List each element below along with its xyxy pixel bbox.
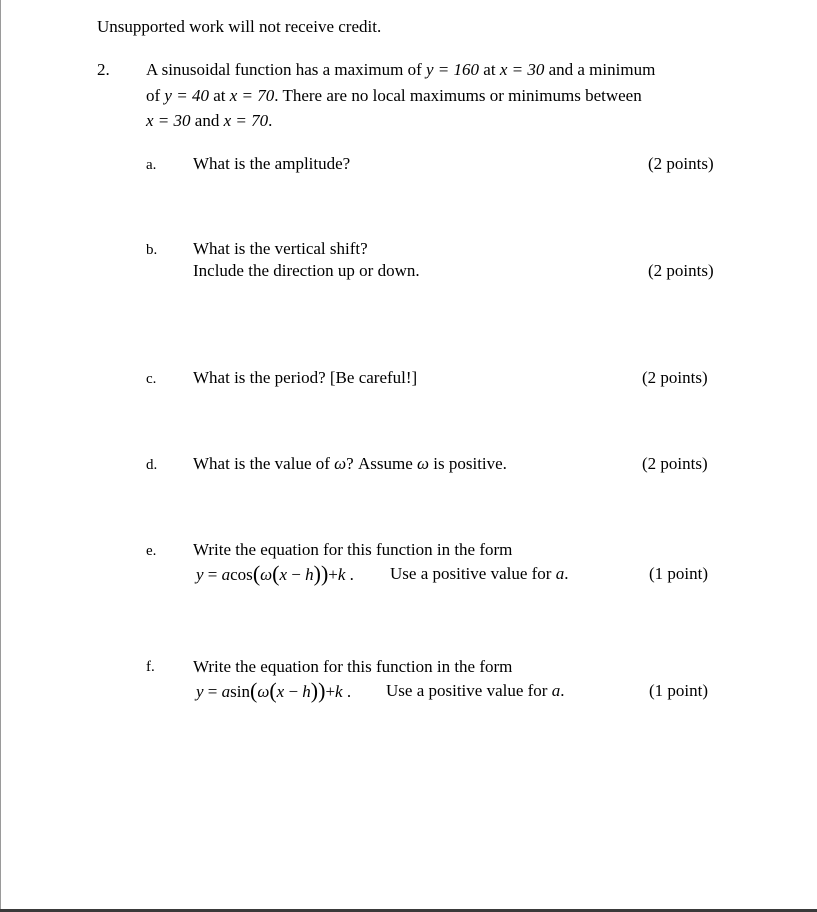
stem-equation: x = 70 [223, 111, 269, 130]
part-f-points: (1 point) [649, 681, 709, 700]
part-c-points: (2 points) [642, 368, 708, 387]
part-e-equation: y = acos(ω(x − h))+k . [196, 561, 354, 586]
stem-text: at [483, 60, 496, 79]
part-e-text: Write the equation for this function in the form [193, 540, 513, 559]
stem-text: at [213, 86, 226, 105]
part-e-points: (1 point) [649, 564, 709, 583]
function-name: sin [230, 682, 250, 701]
part-d-text-c: is positive. [433, 454, 507, 473]
part-c-letter: c. [146, 371, 157, 387]
stem-text: A sinusoidal function has a maximum of [146, 60, 422, 79]
part-f-equation: y = asin(ω(x − h))+k . [196, 678, 352, 703]
page-border-left [0, 0, 1, 912]
variable-a: a [551, 681, 561, 700]
stem-text: . [268, 111, 273, 130]
part-c-text: What is the period? [Be careful!] [193, 368, 418, 387]
stem-equation: x = 30 [499, 60, 545, 79]
part-f-use: Use a positive value for a. [386, 681, 565, 700]
omega-symbol: ω [417, 454, 430, 473]
stem-text: and [194, 111, 220, 130]
part-b-text: What is the vertical shift? [193, 239, 368, 258]
part-f-text: Write the equation for this function in the form [193, 657, 513, 676]
part-a-letter: a. [146, 157, 157, 173]
part-d-letter: d. [146, 457, 158, 473]
part-e-use-text: Use a positive value for [390, 564, 552, 583]
question-stem-line-1 [146, 59, 655, 81]
omega-symbol: ω [334, 454, 347, 473]
stem-equation: y = 40 [164, 86, 209, 105]
part-d-points: (2 points) [642, 454, 708, 473]
stem-equation: x = 70 [229, 86, 275, 105]
stem-equation: y = 160 [426, 60, 480, 79]
question-stem-line-3 [146, 110, 272, 132]
part-a-text: What is the amplitude? [193, 154, 351, 173]
part-b-text-2: Include the direction up or down. [193, 261, 420, 280]
stem-equation: x = 30 [146, 111, 191, 130]
stem-text: and a minimum [548, 60, 656, 79]
stem-text: . There are no local maximums or minimums between [274, 86, 642, 105]
part-a-points: (2 points) [648, 154, 714, 173]
part-b-letter: b. [146, 242, 158, 258]
question-stem-line-2 [146, 85, 642, 107]
part-d-text-a: What is the value of [193, 454, 330, 473]
variable-a: a [555, 564, 565, 583]
stem-text: of [146, 86, 161, 105]
part-b-points: (2 points) [648, 261, 714, 280]
header-notice: Unsupported work will not receive credit. [97, 17, 382, 36]
part-e-letter: e. [146, 543, 157, 559]
question-number: 2. [97, 60, 110, 79]
part-d-text-b: ? Assume [346, 454, 413, 473]
part-d-text [193, 453, 507, 475]
part-f-letter: f. [146, 659, 155, 675]
part-e-use: Use a positive value for a. [390, 564, 569, 583]
part-f-use-text: Use a positive value for [386, 681, 548, 700]
function-name: cos [230, 565, 253, 584]
